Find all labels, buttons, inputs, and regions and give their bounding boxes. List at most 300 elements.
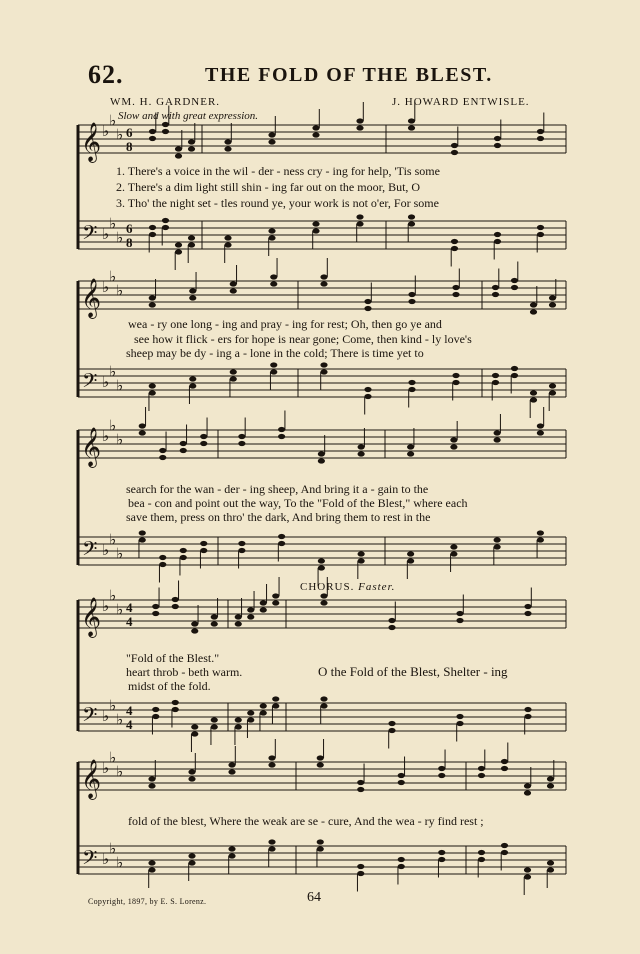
note-head [358,551,365,556]
flat-sign: ♭ [116,600,124,619]
note-head [492,292,499,297]
note-head [478,850,485,855]
lyric-line: wea - ry one long - ing and pray - ing for rest; Oh, then go ye and [128,317,442,331]
note-head [357,780,364,785]
note-head [388,728,395,733]
note-head [356,221,363,226]
note-head [438,857,445,862]
flat-sign: ♭ [109,362,117,381]
note-head [451,150,458,155]
treble-clef-icon: 𝄞 [81,597,102,637]
note-head [357,871,364,876]
note-head [547,867,554,872]
note-head [511,285,518,290]
note-head [247,614,254,619]
note-head [188,860,195,865]
note-head [148,776,155,781]
note-head [320,281,327,286]
note-head [317,839,324,844]
note-head [530,390,537,395]
note-head [247,607,254,612]
note-head [247,710,254,715]
note-head [188,146,195,151]
bass-clef-icon: 𝄢 [82,369,98,397]
note-head [188,139,195,144]
time-signature: 6 [126,221,133,236]
note-head [260,703,267,708]
note-head [530,302,537,307]
note-head [172,700,179,705]
note-head [272,593,279,598]
note-head [320,369,327,374]
note-head [318,558,325,563]
note-head [312,132,319,137]
note-head [408,214,415,219]
note-head [450,437,457,442]
note-head [456,618,463,623]
note-head [188,853,195,858]
note-head [318,458,325,463]
note-head [450,544,457,549]
note-head [224,242,231,247]
bass-clef-icon: 𝄢 [82,846,98,874]
note-head [200,541,207,546]
flat-sign: ♭ [116,228,124,247]
note-head [494,430,501,435]
note-head [200,434,207,439]
note-head [162,225,169,230]
note-head [511,366,518,371]
note-head [268,235,275,240]
note-head [537,430,544,435]
note-head [478,773,485,778]
note-head [200,441,207,446]
time-signature: 4 [126,717,133,732]
note-head [320,696,327,701]
note-head [320,593,327,598]
note-head [407,551,414,556]
note-head [537,232,544,237]
note-head [407,451,414,456]
chorus-label: CHORUS. [300,581,355,593]
note-head [152,611,159,616]
note-head [189,295,196,300]
note-head [235,621,242,626]
note-head [148,783,155,788]
note-head [549,390,556,395]
time-signature: 6 [126,125,133,140]
note-head [450,551,457,556]
note-head [317,755,324,760]
note-head [408,118,415,123]
note-head [388,618,395,623]
note-head [152,707,159,712]
note-head [358,444,365,449]
note-head [317,846,324,851]
note-head [235,724,242,729]
lyric-line: sheep may be dy - ing a - lone in the cold; There is time yet to [126,346,424,360]
flat-sign: ♭ [102,707,110,725]
note-head [438,766,445,771]
note-head [180,555,187,560]
note-head [159,448,166,453]
note-head [549,302,556,307]
flat-sign: ♭ [102,278,110,296]
note-head [149,225,156,230]
note-head [524,790,531,795]
note-head [152,714,159,719]
note-head [530,309,537,314]
note-head [172,604,179,609]
note-head [450,444,457,449]
note-head [537,423,544,428]
note-head [501,843,508,848]
flat-sign: ♭ [116,281,124,300]
treble-clef-icon: 𝄞 [81,427,102,467]
note-head [494,544,501,549]
bass-clef-icon: 𝄢 [82,537,98,565]
flat-sign: ♭ [116,710,124,729]
note-head [494,136,501,141]
note-head [172,597,179,602]
note-head [364,387,371,392]
note-head [211,614,218,619]
note-head [149,390,156,395]
note-head [224,235,231,240]
note-head [189,288,196,293]
flat-sign: ♭ [116,544,124,563]
note-head [492,373,499,378]
note-head [191,621,198,626]
note-head [238,541,245,546]
note-head [320,362,327,367]
note-head [270,362,277,367]
note-head [159,555,166,560]
time-signature: 8 [126,235,133,250]
note-head [278,534,285,539]
note-head [230,281,237,286]
note-head [438,850,445,855]
chorus-marking [300,581,395,593]
note-head [356,214,363,219]
bass-clef-icon: 𝄢 [82,221,98,249]
note-head [191,628,198,633]
note-head [398,780,405,785]
note-head [358,451,365,456]
note-head [278,541,285,546]
note-head [408,387,415,392]
lyric-line: "Fold of the Blest." [126,651,220,665]
note-head [159,455,166,460]
note-head [188,776,195,781]
note-head [148,860,155,865]
flat-sign: ♭ [109,530,117,549]
note-head [524,867,531,872]
note-head [162,122,169,127]
note-head [530,397,537,402]
note-head [524,783,531,788]
flat-sign: ♭ [109,586,117,605]
note-head [188,242,195,247]
note-head [451,239,458,244]
flat-sign: ♭ [102,122,110,140]
note-head [175,249,182,254]
bass-clef-icon: 𝄢 [82,703,98,731]
flat-sign: ♭ [109,214,117,233]
note-head [478,857,485,862]
note-head [172,707,179,712]
note-head [272,703,279,708]
note-head [320,274,327,279]
note-head [407,558,414,563]
note-head [408,292,415,297]
note-head [524,707,531,712]
note-head [364,306,371,311]
note-head [235,614,242,619]
note-head [364,394,371,399]
note-head [357,787,364,792]
note-head [149,136,156,141]
note-head [549,295,556,300]
treble-clef-icon: 𝄞 [81,278,102,318]
note-head [398,864,405,869]
hymn-title: THE FOLD OF THE BLEST. [205,64,493,86]
flat-sign: ♭ [102,541,110,559]
note-head [175,153,182,158]
note-head [456,611,463,616]
note-head [549,383,556,388]
note-head [180,441,187,446]
note-head [494,437,501,442]
lyric-line: bea - con and point out the way, To the "Fold of the Blest," where each [128,496,468,510]
note-head [149,295,156,300]
note-head [438,773,445,778]
note-head [224,139,231,144]
note-head [270,281,277,286]
tempo-marking: Slow and with great expression. [118,110,259,122]
lyric-line: 1. There's a voice in the wil - der - ness cry - ing for help, 'Tis some [116,164,440,178]
note-head [320,703,327,708]
flat-sign: ♭ [102,597,110,615]
note-head [357,864,364,869]
note-head [189,376,196,381]
note-head [524,714,531,719]
note-head [356,118,363,123]
note-head [230,288,237,293]
note-head [408,299,415,304]
note-head [318,565,325,570]
note-head [272,600,279,605]
note-head [537,530,544,535]
flat-sign: ♭ [102,850,110,868]
note-head [312,228,319,233]
note-head [388,625,395,630]
note-head [356,125,363,130]
note-head [494,143,501,148]
treble-clef-icon: 𝄞 [81,759,102,799]
note-head [452,380,459,385]
note-head [268,839,275,844]
note-head [189,383,196,388]
note-head [188,235,195,240]
hymn-number: 62. [88,60,124,89]
page-number: 64 [307,890,321,905]
note-head [260,607,267,612]
note-head [139,537,146,542]
note-head [268,846,275,851]
note-head [408,221,415,226]
time-signature: 4 [126,614,133,629]
note-head [211,621,218,626]
note-head [268,139,275,144]
flat-sign: ♭ [109,416,117,435]
treble-clef-icon: 𝄞 [81,122,102,162]
composer-credit: J. HOWARD ENTWISLE. [392,96,530,108]
note-head [211,724,218,729]
copyright-notice: Copyright, 1897, by E. S. Lorenz. [88,897,207,906]
note-head [149,302,156,307]
flat-sign: ♭ [116,125,124,144]
lyric-line: 2. There's a dim light still shin - ing far out on the moor, But, O [116,180,421,194]
lyric-line: 3. Tho' the night set - tles round ye, your work is not o'er, For some [116,196,439,210]
note-head [180,448,187,453]
note-head [408,380,415,385]
note-head [478,766,485,771]
note-head [278,434,285,439]
note-head [537,537,544,542]
note-head [260,710,267,715]
note-head [238,434,245,439]
note-head [238,441,245,446]
note-head [407,444,414,449]
flat-sign: ♭ [116,853,124,872]
note-head [537,136,544,141]
note-head [278,427,285,432]
note-head [524,874,531,879]
flat-sign: ♭ [109,839,117,858]
note-head [524,604,531,609]
lyric-line: fold of the blest, Where the weak are se - cure, And the wea - ry find rest ; [128,814,484,828]
lyric-line: midst of the fold. [128,679,211,693]
note-head [211,717,218,722]
note-head [175,242,182,247]
note-head [162,218,169,223]
note-head [388,721,395,726]
note-head [398,773,405,778]
note-head [547,860,554,865]
note-head [139,423,146,428]
note-head [494,537,501,542]
note-head [364,299,371,304]
note-head [547,776,554,781]
note-head [268,755,275,760]
note-head [139,430,146,435]
lyric-line: save them, press on thro' the dark, And bring them to rest in the [126,510,431,524]
note-head [452,373,459,378]
chorus-tempo: Faster. [358,581,396,593]
flat-sign: ♭ [109,696,117,715]
note-head [270,369,277,374]
flat-sign: ♭ [102,759,110,777]
note-head [524,611,531,616]
note-head [452,292,459,297]
note-head [452,285,459,290]
note-head [320,600,327,605]
note-head [358,558,365,563]
note-head [148,867,155,872]
note-head [162,129,169,134]
flat-sign: ♭ [116,762,124,781]
note-head [149,129,156,134]
note-head [408,125,415,130]
note-head [494,232,501,237]
lyric-line: heart throb - beth warm. [126,665,243,679]
note-head [456,721,463,726]
note-head [228,769,235,774]
flat-sign: ♭ [109,111,117,130]
note-head [235,717,242,722]
lyric-line: search for the wan - der - ing sheep, And bring it a - gain to the [126,482,429,496]
note-head [139,530,146,535]
time-signature: 4 [126,703,133,718]
note-head [268,762,275,767]
note-head [228,846,235,851]
note-head [456,714,463,719]
note-head [247,717,254,722]
note-head [268,132,275,137]
note-head [260,600,267,605]
note-head [537,225,544,230]
chorus-lyric-line: O the Fold of the Blest, Shelter - ing [318,664,508,679]
note-head [238,548,245,553]
note-head [537,129,544,134]
flat-sign: ♭ [102,427,110,445]
lyric-line: see how it flick - ers for hope is near gone; Come, then kind - ly love's [134,332,472,346]
note-head [175,146,182,151]
note-head [149,232,156,237]
note-head [159,562,166,567]
note-head [268,228,275,233]
note-head [224,146,231,151]
note-head [501,766,508,771]
note-head [398,857,405,862]
note-head [191,724,198,729]
note-head [149,383,156,388]
note-head [501,850,508,855]
flat-sign: ♭ [109,748,117,767]
note-head [191,731,198,736]
flat-sign: ♭ [116,430,124,449]
flat-sign: ♭ [102,373,110,391]
note-head [501,759,508,764]
note-head [188,769,195,774]
note-head [312,221,319,226]
note-head [272,696,279,701]
note-head [230,369,237,374]
flat-sign: ♭ [102,225,110,243]
note-head [494,239,501,244]
flat-sign: ♭ [109,267,117,286]
note-head [228,762,235,767]
note-head [492,380,499,385]
time-signature: 4 [126,600,133,615]
note-head [312,125,319,130]
note-head [200,548,207,553]
note-head [270,274,277,279]
note-head [228,853,235,858]
note-head [318,451,325,456]
note-head [180,548,187,553]
